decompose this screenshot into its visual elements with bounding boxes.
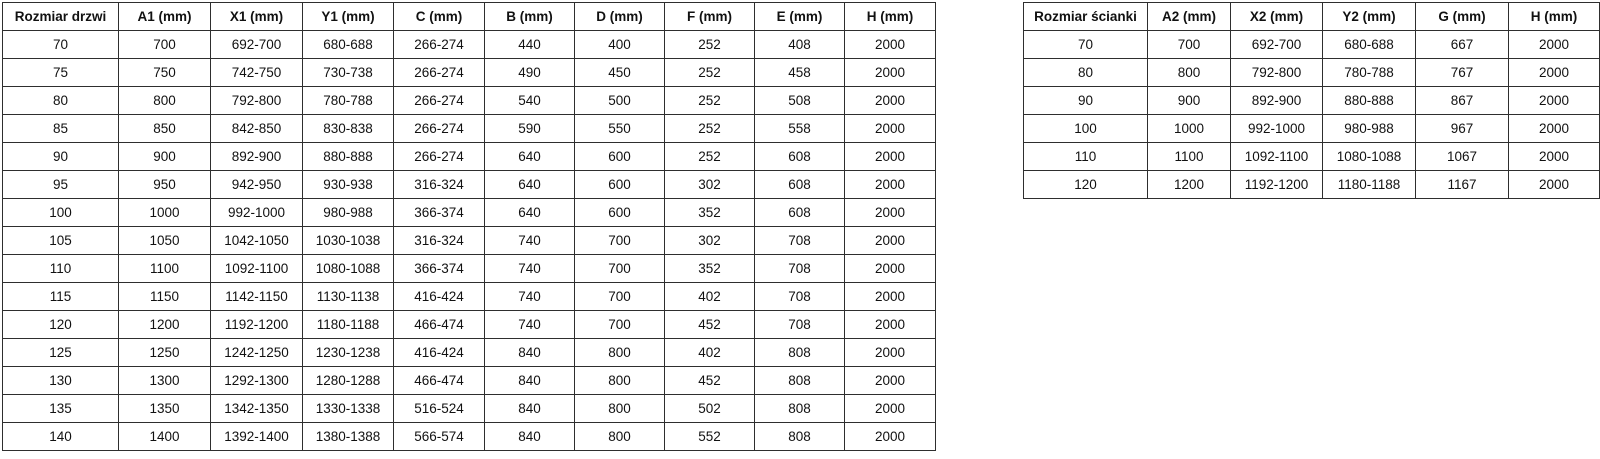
table-cell: 840 — [485, 395, 575, 423]
table-cell: 1100 — [1148, 143, 1231, 171]
column-header: Rozmiar drzwi — [3, 3, 119, 31]
table-cell: 2000 — [845, 115, 936, 143]
door-sizes-table — [2, 2, 936, 451]
table-cell: 792-800 — [211, 87, 303, 115]
column-header: H (mm) — [1509, 3, 1600, 31]
table-cell: 316-324 — [394, 171, 485, 199]
table-cell: 800 — [575, 423, 665, 451]
table-cell: 740 — [485, 227, 575, 255]
table-cell: 100 — [3, 199, 119, 227]
table-cell: 316-324 — [394, 227, 485, 255]
table-cell: 880-888 — [1323, 87, 1416, 115]
table-cell: 1142-1150 — [211, 283, 303, 311]
table-cell: 466-474 — [394, 367, 485, 395]
table-cell: 252 — [665, 143, 755, 171]
table-cell: 75 — [3, 59, 119, 87]
table-cell: 1000 — [1148, 115, 1231, 143]
table-cell: 708 — [755, 311, 845, 339]
table-cell: 466-474 — [394, 311, 485, 339]
table-cell: 70 — [3, 31, 119, 59]
table-cell: 840 — [485, 423, 575, 451]
table-cell: 135 — [3, 395, 119, 423]
table-cell: 266-274 — [394, 143, 485, 171]
table-cell: 608 — [755, 143, 845, 171]
table-cell: 450 — [575, 59, 665, 87]
table-cell: 2000 — [845, 59, 936, 87]
table-cell: 808 — [755, 367, 845, 395]
table-cell: 708 — [755, 227, 845, 255]
table-cell: 1392-1400 — [211, 423, 303, 451]
table-row — [3, 87, 936, 115]
table-cell: 842-850 — [211, 115, 303, 143]
table-cell: 452 — [665, 367, 755, 395]
table-cell: 640 — [485, 199, 575, 227]
table-cell: 1192-1200 — [1231, 171, 1323, 199]
table-cell: 930-938 — [303, 171, 394, 199]
table-cell: 2000 — [845, 171, 936, 199]
table-cell: 266-274 — [394, 31, 485, 59]
table-cell: 552 — [665, 423, 755, 451]
table-cell: 508 — [755, 87, 845, 115]
table-cell: 1330-1338 — [303, 395, 394, 423]
table-row — [3, 31, 936, 59]
table-cell: 2000 — [1509, 171, 1600, 199]
column-header: Y2 (mm) — [1323, 3, 1416, 31]
table-cell: 892-900 — [1231, 87, 1323, 115]
table-cell: 120 — [1024, 171, 1148, 199]
table-cell: 90 — [1024, 87, 1148, 115]
table-row — [3, 59, 936, 87]
table-row — [3, 395, 936, 423]
table-cell: 700 — [1148, 31, 1231, 59]
table-row — [1024, 115, 1600, 143]
table-cell: 516-524 — [394, 395, 485, 423]
table-cell: 2000 — [845, 423, 936, 451]
table-cell: 1180-1188 — [1323, 171, 1416, 199]
column-header: Y1 (mm) — [303, 3, 394, 31]
table-cell: 1100 — [119, 255, 211, 283]
table-cell: 1050 — [119, 227, 211, 255]
table-cell: 640 — [485, 171, 575, 199]
table-cell: 266-274 — [394, 115, 485, 143]
table-cell: 2000 — [845, 255, 936, 283]
table-cell: 1280-1288 — [303, 367, 394, 395]
table-cell: 708 — [755, 283, 845, 311]
table-cell: 252 — [665, 59, 755, 87]
table-cell: 980-988 — [303, 199, 394, 227]
header-row — [3, 3, 936, 31]
table-cell: 1042-1050 — [211, 227, 303, 255]
table-cell: 302 — [665, 171, 755, 199]
table-cell: 302 — [665, 227, 755, 255]
table-row — [3, 171, 936, 199]
table-cell: 2000 — [845, 227, 936, 255]
table-cell: 590 — [485, 115, 575, 143]
table-cell: 700 — [575, 283, 665, 311]
table-cell: 105 — [3, 227, 119, 255]
table-cell: 95 — [3, 171, 119, 199]
table-cell: 900 — [1148, 87, 1231, 115]
table-cell: 692-700 — [211, 31, 303, 59]
table-cell: 452 — [665, 311, 755, 339]
table-cell: 800 — [575, 367, 665, 395]
table-cell: 808 — [755, 339, 845, 367]
table-cell: 800 — [1148, 59, 1231, 87]
table-cell: 1242-1250 — [211, 339, 303, 367]
table-cell: 2000 — [845, 311, 936, 339]
table-cell: 700 — [575, 227, 665, 255]
table-cell: 140 — [3, 423, 119, 451]
table-cell: 400 — [575, 31, 665, 59]
table-cell: 2000 — [845, 283, 936, 311]
table-cell: 1180-1188 — [303, 311, 394, 339]
table-cell: 1080-1088 — [1323, 143, 1416, 171]
table-cell: 808 — [755, 395, 845, 423]
table-cell: 500 — [575, 87, 665, 115]
table-cell: 2000 — [845, 367, 936, 395]
table-row — [1024, 171, 1600, 199]
table-cell: 252 — [665, 31, 755, 59]
table-cell: 1230-1238 — [303, 339, 394, 367]
table-cell: 1292-1300 — [211, 367, 303, 395]
table-cell: 416-424 — [394, 339, 485, 367]
table-cell: 110 — [1024, 143, 1148, 171]
table-cell: 80 — [3, 87, 119, 115]
table-cell: 740 — [485, 311, 575, 339]
table-cell: 70 — [1024, 31, 1148, 59]
table-cell: 1380-1388 — [303, 423, 394, 451]
table-cell: 1350 — [119, 395, 211, 423]
table-row — [1024, 87, 1600, 115]
column-header: A1 (mm) — [119, 3, 211, 31]
table-row — [3, 227, 936, 255]
table-cell: 1067 — [1416, 143, 1509, 171]
table-cell: 792-800 — [1231, 59, 1323, 87]
table-cell: 2000 — [845, 339, 936, 367]
column-header: G (mm) — [1416, 3, 1509, 31]
table-cell: 402 — [665, 283, 755, 311]
table-cell: 750 — [119, 59, 211, 87]
table-cell: 880-888 — [303, 143, 394, 171]
table-row — [3, 339, 936, 367]
table-cell: 742-750 — [211, 59, 303, 87]
table-cell: 942-950 — [211, 171, 303, 199]
table-cell: 402 — [665, 339, 755, 367]
table-cell: 558 — [755, 115, 845, 143]
table-cell: 1092-1100 — [211, 255, 303, 283]
table-cell: 1192-1200 — [211, 311, 303, 339]
table-cell: 700 — [575, 255, 665, 283]
table-cell: 680-688 — [1323, 31, 1416, 59]
table-cell: 1150 — [119, 283, 211, 311]
table-cell: 780-788 — [1323, 59, 1416, 87]
table-cell: 950 — [119, 171, 211, 199]
table-cell: 252 — [665, 87, 755, 115]
table-cell: 566-574 — [394, 423, 485, 451]
table-cell: 767 — [1416, 59, 1509, 87]
table-cell: 1092-1100 — [1231, 143, 1323, 171]
table-cell: 130 — [3, 367, 119, 395]
table-cell: 700 — [119, 31, 211, 59]
table-cell: 80 — [1024, 59, 1148, 87]
table-cell: 1200 — [119, 311, 211, 339]
table-row — [3, 283, 936, 311]
table-cell: 352 — [665, 255, 755, 283]
table-cell: 266-274 — [394, 59, 485, 87]
table-cell: 900 — [119, 143, 211, 171]
table-cell: 352 — [665, 199, 755, 227]
table-cell: 800 — [575, 395, 665, 423]
table-row — [1024, 31, 1600, 59]
table-row — [1024, 143, 1600, 171]
column-header: C (mm) — [394, 3, 485, 31]
table-cell: 608 — [755, 171, 845, 199]
table-cell: 830-838 — [303, 115, 394, 143]
table-cell: 2000 — [845, 87, 936, 115]
table-cell: 867 — [1416, 87, 1509, 115]
table-cell: 120 — [3, 311, 119, 339]
table-cell: 490 — [485, 59, 575, 87]
column-header: E (mm) — [755, 3, 845, 31]
table-cell: 892-900 — [211, 143, 303, 171]
table-cell: 115 — [3, 283, 119, 311]
table-cell: 708 — [755, 255, 845, 283]
table-cell: 440 — [485, 31, 575, 59]
table-cell: 850 — [119, 115, 211, 143]
table-cell: 2000 — [1509, 115, 1600, 143]
table-cell: 1030-1038 — [303, 227, 394, 255]
table-row — [3, 199, 936, 227]
table-row — [3, 255, 936, 283]
header-row — [1024, 3, 1600, 31]
table-row — [3, 115, 936, 143]
table-cell: 550 — [575, 115, 665, 143]
table-cell: 800 — [119, 87, 211, 115]
column-header: Rozmiar ścianki — [1024, 3, 1148, 31]
table-cell: 692-700 — [1231, 31, 1323, 59]
column-header: B (mm) — [485, 3, 575, 31]
table-cell: 608 — [755, 199, 845, 227]
table-cell: 840 — [485, 367, 575, 395]
table-cell: 502 — [665, 395, 755, 423]
table-cell: 740 — [485, 255, 575, 283]
table-cell: 2000 — [845, 143, 936, 171]
column-header: X2 (mm) — [1231, 3, 1323, 31]
table-cell: 967 — [1416, 115, 1509, 143]
table-cell: 1400 — [119, 423, 211, 451]
table-cell: 458 — [755, 59, 845, 87]
table-cell: 840 — [485, 339, 575, 367]
table-cell: 600 — [575, 143, 665, 171]
table-cell: 252 — [665, 115, 755, 143]
table-cell: 125 — [3, 339, 119, 367]
table-cell: 2000 — [845, 395, 936, 423]
table-cell: 680-688 — [303, 31, 394, 59]
column-header: F (mm) — [665, 3, 755, 31]
table-cell: 85 — [3, 115, 119, 143]
table-cell: 2000 — [845, 199, 936, 227]
table-cell: 640 — [485, 143, 575, 171]
table-row — [3, 311, 936, 339]
table-cell: 980-988 — [1323, 115, 1416, 143]
table-cell: 416-424 — [394, 283, 485, 311]
table-cell: 1300 — [119, 367, 211, 395]
table-row — [3, 423, 936, 451]
table-cell: 1080-1088 — [303, 255, 394, 283]
table-cell: 600 — [575, 199, 665, 227]
table-cell: 366-374 — [394, 199, 485, 227]
table-cell: 992-1000 — [211, 199, 303, 227]
table-cell: 808 — [755, 423, 845, 451]
table-cell: 800 — [575, 339, 665, 367]
table-cell: 1000 — [119, 199, 211, 227]
table-cell: 1250 — [119, 339, 211, 367]
table-cell: 600 — [575, 171, 665, 199]
table-cell: 100 — [1024, 115, 1148, 143]
table-cell: 408 — [755, 31, 845, 59]
table-row — [1024, 59, 1600, 87]
table-cell: 1342-1350 — [211, 395, 303, 423]
table-row — [3, 143, 936, 171]
table-cell: 1200 — [1148, 171, 1231, 199]
table-cell: 1130-1138 — [303, 283, 394, 311]
table-cell: 740 — [485, 283, 575, 311]
table-cell: 2000 — [1509, 59, 1600, 87]
table-cell: 2000 — [1509, 31, 1600, 59]
table-cell: 90 — [3, 143, 119, 171]
table-row — [3, 367, 936, 395]
wall-sizes-table — [1023, 2, 1600, 199]
table-cell: 992-1000 — [1231, 115, 1323, 143]
table-cell: 540 — [485, 87, 575, 115]
table-cell: 366-374 — [394, 255, 485, 283]
table-cell: 2000 — [1509, 143, 1600, 171]
table-cell: 1167 — [1416, 171, 1509, 199]
table-cell: 700 — [575, 311, 665, 339]
column-header: X1 (mm) — [211, 3, 303, 31]
column-header: A2 (mm) — [1148, 3, 1231, 31]
table-cell: 780-788 — [303, 87, 394, 115]
column-header: D (mm) — [575, 3, 665, 31]
table-cell: 110 — [3, 255, 119, 283]
table-cell: 730-738 — [303, 59, 394, 87]
table-cell: 2000 — [1509, 87, 1600, 115]
table-cell: 2000 — [845, 31, 936, 59]
table-cell: 667 — [1416, 31, 1509, 59]
table-cell: 266-274 — [394, 87, 485, 115]
column-header: H (mm) — [845, 3, 936, 31]
